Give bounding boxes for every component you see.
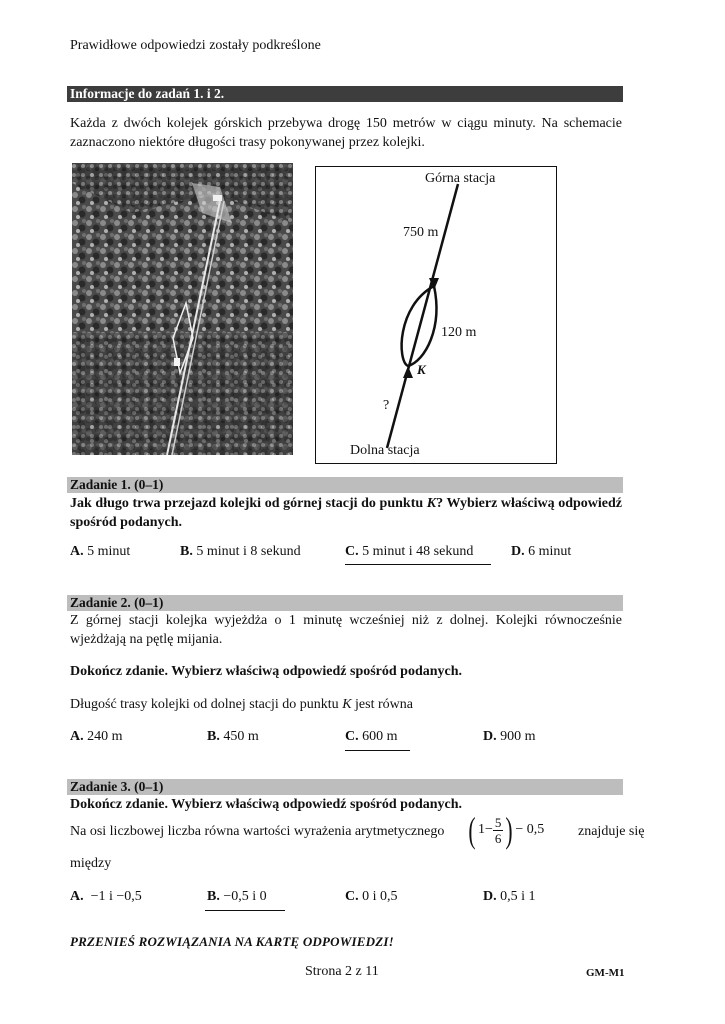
expr-minus: − xyxy=(485,822,493,837)
task1-option-a[interactable]: A. 5 minut xyxy=(70,544,131,559)
task3-option-a[interactable]: A. −1 i −0,5 xyxy=(70,889,142,904)
info-text: Każda z dwóch kolejek górskich przebywa drogę 150 metrów w ciągu minuty. Na schemacie zaznaczono niektóre długości trasy pokonywanej przez kolejki. xyxy=(70,116,622,150)
task1-title: Zadanie 1. (0–1) xyxy=(67,477,623,493)
page-number: Strona 2 z 11 xyxy=(305,964,379,979)
task1-option-b[interactable]: B. 5 minut i 8 sekund xyxy=(180,544,301,559)
task1-question: Jak długo trwa przejazd kolejki od górnej stacji do punktu K? Wybierz właściwą odpowiedź spośród podanych. xyxy=(70,496,623,530)
task2-option-c[interactable]: C. 600 m xyxy=(345,729,398,744)
task1-option-d[interactable]: D. 6 minut xyxy=(511,544,572,559)
point-k-label: K xyxy=(417,362,426,377)
task1-correct-underline xyxy=(345,564,491,565)
task2-text: Z górnej stacji kolejka wyjeżdża o 1 minutę wcześniej niż z dolnej. Kolejki równocześnie wjeżdżają na pętlę mijania. xyxy=(70,613,622,647)
page-header: Prawidłowe odpowiedzi zostały podkreślone xyxy=(70,38,321,53)
exam-code: GM-M1 xyxy=(586,967,625,979)
bottom-station-label: Dolna stacja xyxy=(350,443,420,458)
task3-title: Zadanie 3. (0–1) xyxy=(67,779,623,795)
expr-tail: − 0,5 xyxy=(515,822,545,837)
route-diagram xyxy=(315,166,557,464)
unknown-length-label: ? xyxy=(383,398,390,413)
fraction-denominator: 6 xyxy=(494,830,502,846)
task2-instruction: Dokończ zdanie. Wybierz właściwą odpowiedź spośród podanych. xyxy=(70,664,463,679)
task3-option-d[interactable]: D. 0,5 i 1 xyxy=(483,889,536,904)
task2-title: Zadanie 2. (0–1) xyxy=(67,595,623,611)
top-length-label: 750 m xyxy=(403,225,439,240)
task2-option-a[interactable]: A. 240 m xyxy=(70,729,123,744)
task2-correct-underline xyxy=(345,750,410,751)
task2-option-b[interactable]: B. 450 m xyxy=(207,729,259,744)
fraction-numerator: 5 xyxy=(494,814,502,830)
transfer-note: PRZENIEŚ ROZWIĄZANIA NA KARTĘ ODPOWIEDZI! xyxy=(70,934,394,949)
task3-option-c[interactable]: C. 0 i 0,5 xyxy=(345,889,398,904)
task3-expression: ( 1 − $\frac{5}{6}$ ) − 0,5 xyxy=(468,810,545,850)
task3-instruction: Dokończ zdanie. Wybierz właściwą odpowiedź spośród podanych. xyxy=(70,797,463,812)
task3-correct-underline xyxy=(205,910,285,911)
task3-stem-between: między xyxy=(70,856,112,871)
task3-stem-end: znajduje się xyxy=(578,824,645,839)
expr-one: 1 xyxy=(478,822,485,837)
task3-option-b[interactable]: B. −0,5 i 0 xyxy=(207,889,267,904)
task2-stem: Długość trasy kolejki od dolnej stacji do punktu K jest równa xyxy=(70,697,413,712)
info-section-title: Informacje do zadań 1. i 2. xyxy=(67,86,623,102)
task1-option-c[interactable]: C. 5 minut i 48 sekund xyxy=(345,544,474,559)
task2-option-d[interactable]: D. 900 m xyxy=(483,729,536,744)
funicular-photo-image xyxy=(72,163,293,455)
top-station-label: Górna stacja xyxy=(425,171,496,186)
loop-length-label: 120 m xyxy=(441,325,477,340)
task3-stem-text: Na osi liczbowej liczba równa wartości wyrażenia arytmetycznego xyxy=(70,824,445,839)
funicular-photo xyxy=(72,163,293,455)
task3-stem-line xyxy=(70,824,444,840)
fraction xyxy=(493,815,504,846)
